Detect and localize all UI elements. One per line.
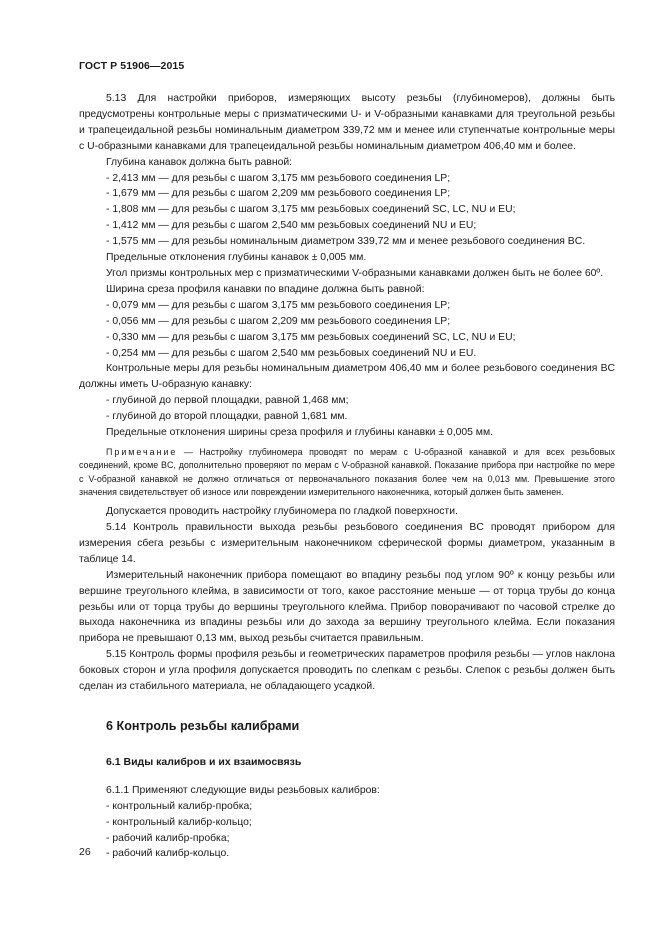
control-list: [79, 393, 615, 425]
list-item: - 2,413 мм — для резьбы с шагом 3,175 мм резьбового соединения LP;: [106, 172, 451, 184]
note: [79, 446, 615, 499]
prism-angle: Угол призмы контрольных мер с призматическими V-образными канавками должен быть не более 60º.: [106, 267, 604, 279]
list-item: - глубиной до второй площадки, равной 1,681 мм.: [106, 411, 348, 423]
smooth-surface: Допускается проводить настройку глубиномера по гладкой поверхности.: [106, 506, 458, 518]
paragraph-5-14: 5.14 Контроль правильности выхода резьбы резьбового соединения BC проводят прибором для измерения сбега резьбы с измерительным наконечником сферической формы диаметром, указанным в таблице 14.: [79, 522, 615, 565]
depth-list: [79, 171, 615, 251]
list-item: - 0,056 мм — для резьбы с шагом 2,209 мм резьбового соединения LP;: [106, 315, 451, 327]
paragraph-5-15: 5.15 Контроль формы профиля резьбы и геометрических параметров профиля резьбы — углов наклона боковых сторон и угла профиля допускается проводить по слепкам с резьбы. Слепок с резьбы должен быть сделан из стабильного материала, не обладающего усадкой.: [79, 649, 615, 693]
depth-intro: Глубина канавок должна быть равной:: [106, 156, 293, 168]
list-item: - контрольный калибр-кольцо;: [106, 816, 252, 828]
list-item: - 1,808 мм — для резьбы с шагом 3,175 мм резьбовых соединений SC, LC, NU и EU;: [106, 204, 516, 216]
note-label: Примечание: [106, 446, 178, 457]
list-item: - контрольный калибр-пробка;: [106, 800, 253, 812]
paragraph-5-13: 5.13 Для настройки приборов, измеряющих высоту резьбы (глубиномеров), должны быть предусмотрены контрольные меры с призматическими U- и V-образными канавками для треугольной резьбы и трапецеидальной резьбы номинальным диаметром 339,72 мм и менее или ступенчатые контрольные меры с U-образными канавками для трапецеидальной резьбы номинальным диаметром 406,40 мм и более.: [79, 93, 615, 152]
list-item: - 1,679 мм — для резьбы с шагом 2,209 мм резьбового соединения LP;: [106, 188, 451, 200]
control-tolerance: Предельные отклонения ширины среза профиля и глубины канавки ± 0,005 мм.: [106, 427, 493, 439]
list-item: - 0,254 мм — для резьбы с шагом 2,540 мм резьбовых соединений NU и EU.: [106, 347, 477, 359]
list-item: - глубиной до первой площадки, равной 1,468 мм;: [106, 395, 349, 407]
section-6-1-heading: 6.1 Виды калибров и их взаимосвязь: [106, 755, 302, 768]
list-item: - рабочий калибр-пробка;: [106, 832, 230, 844]
list-item: - 0,079 мм — для резьбы с шагом 3,175 мм резьбового соединения LP;: [106, 299, 451, 311]
list-item: - рабочий калибр-кольцо.: [106, 848, 230, 860]
paragraph-6-1-1: 6.1.1 Применяют следующие виды резьбовых калибров:: [106, 784, 380, 796]
document-header: ГОСТ Р 51906—2015: [79, 60, 185, 72]
gauge-list: [79, 799, 615, 863]
control-intro: Контрольные меры для резьбы номинальным диаметром 406,40 мм и более резьбового соединения BC должны иметь U-образную канавку:: [79, 363, 615, 391]
page-body: [79, 91, 615, 862]
width-list: [79, 298, 615, 362]
width-intro: Ширина среза профиля канавки по впадине должна быть равной:: [106, 283, 425, 295]
paragraph-5-14-b: Измерительный наконечник прибора помещают во впадину резьбы под углом 90º к концу резьбы или вершине треугольного клейма, в зависимости от того, какое расстояние меньше — от торца трубы до конца резьбы или от торца трубы до вершины треугольного клейма. Прибор поворачивают по часовой стрелке до выхода наконечника из впадины резьбы или до захода за вершину треугольного клейма. Если показания прибора не превышают 0,13 мм, выход резьбы считается правильным.: [79, 569, 615, 645]
note-text: — Настройку глубиномера проводят по мерам с U-образной канавкой и для всех резьбовых соединений, кроме BC, дополнительно проверяют по мерам с V-образной канавкой. Показание прибора при настройке по мере с V-образной канавкой не должно отличаться от первоначального показания более чем на 0,013 мм. Превышение этого значения свидетельствует об износе или повреждении измерительного наконечника, который должен быть заменен.: [79, 446, 615, 497]
section-6-heading: 6 Контроль резьбы калибрами: [106, 719, 300, 733]
list-item: - 1,412 мм — для резьбы с шагом 2,540 мм резьбовых соединений NU и EU;: [106, 220, 477, 232]
depth-tolerance: Предельные отклонения глубины канавок ± 0,005 мм.: [106, 252, 367, 264]
list-item: - 0,330 мм — для резьбы с шагом 3,175 мм резьбовых соединений SC, LC, NU и EU;: [106, 331, 516, 343]
list-item: - 1,575 мм — для резьбы номинальным диаметром 339,72 мм и менее резьбового соединения BC.: [106, 236, 586, 248]
page-number: 26: [79, 846, 91, 858]
